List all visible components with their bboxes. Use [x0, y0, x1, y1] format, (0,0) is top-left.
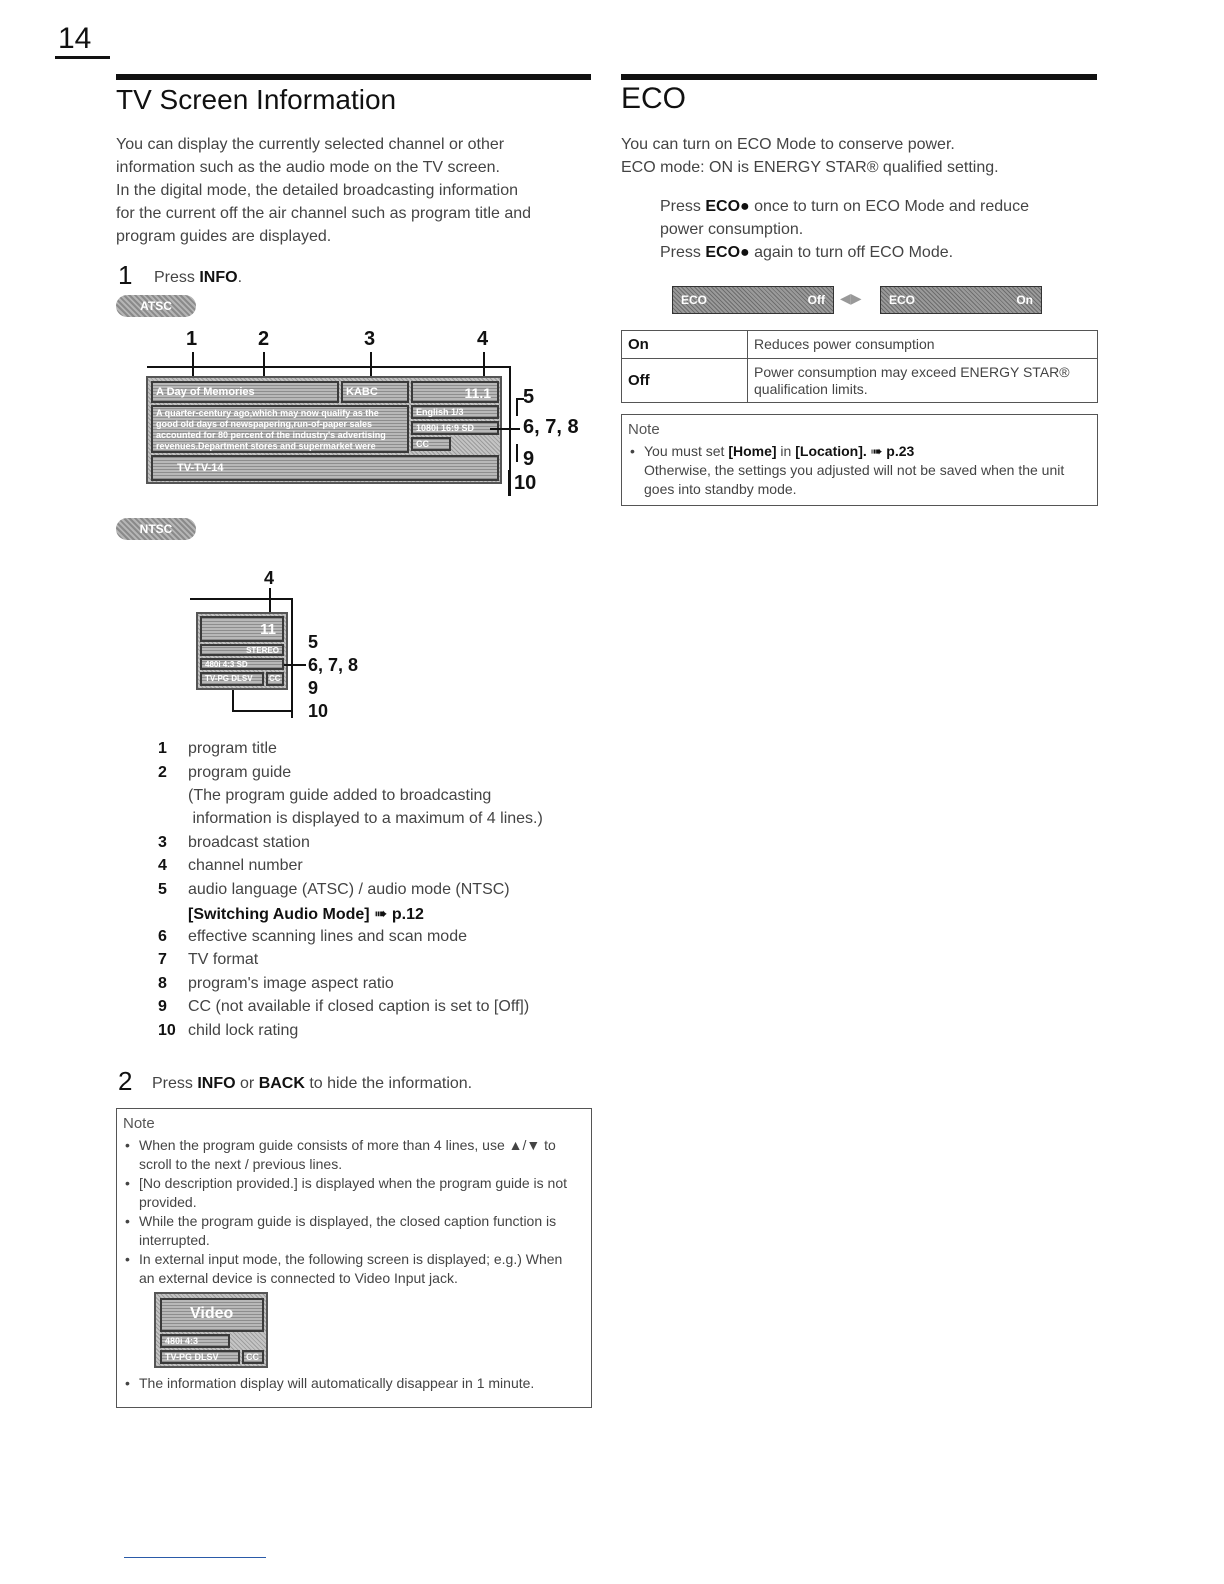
atsc-badge: ATSC [116, 295, 196, 317]
legend-item: 4 channel number [158, 857, 303, 874]
note-title: Note [628, 421, 660, 438]
ntsc-badge: NTSC [116, 518, 196, 540]
legend-item: (The program guide added to broadcasting [188, 787, 492, 804]
note-item: • You must set [Home] in [Location]. ➠ p.23 Otherwise, the settings you adjusted will not be saved when the unit goes into standby mode. [622, 442, 1085, 499]
legend-item: 6 effective scanning lines and scan mode [158, 928, 467, 945]
toggle-arrows-icon: ◀▶ [840, 290, 862, 306]
page-number: 14 [58, 22, 92, 55]
ntsc-leader-bottom [232, 710, 292, 712]
callout-9: 9 [523, 448, 535, 470]
eco-leaf-icon: ● [740, 198, 750, 215]
ntsc-leader-right [291, 598, 293, 718]
table-value: Power consumption may exceed ENERGY STAR® qualification limits. [748, 359, 1098, 403]
audio-box: English 1/3 [411, 405, 499, 419]
ntsc-leader-top [190, 598, 292, 600]
eco-intro: You can turn on ECO Mode to conserve power. ECO mode: ON is ENERGY STAR® qualified setting. [621, 136, 999, 176]
callout-1: 1 [186, 328, 198, 350]
legend-item: 2 program guide [158, 764, 292, 781]
note-item: • When the program guide consists of more than 4 lines, use ▲/▼ to scroll to the next / previous lines. [117, 1136, 579, 1174]
callout-2: 2 [258, 328, 270, 350]
callout-3: 3 [364, 328, 376, 350]
step-1-number: 1 [118, 260, 133, 290]
legend-item: 9 CC (not available if closed caption is set to [Off]) [158, 998, 530, 1015]
callout-leader-678 [490, 428, 520, 430]
video-cc-box: CC [242, 1350, 264, 1364]
legend-item: information is displayed to a maximum of 4 lines.) [188, 810, 543, 827]
ntsc-audio-box: STEREO [200, 644, 284, 656]
note-item: • [No description provided.] is displayed when the program guide is not provided. [117, 1174, 579, 1212]
legend-item: 8 program's image aspect ratio [158, 975, 394, 992]
eco-section-rule [621, 74, 1097, 80]
table-row [622, 331, 1098, 359]
page-number-underline [55, 56, 110, 59]
step-2-number: 2 [118, 1066, 133, 1096]
table-key: Off [622, 359, 748, 403]
callout-5: 5 [523, 386, 535, 408]
ntsc-callout-9: 9 [308, 678, 319, 698]
cc-box: CC [411, 437, 451, 451]
rating-box: TV-TV-14 [151, 455, 499, 481]
note-item: • While the program guide is displayed, the closed caption function is interrupted. [117, 1212, 579, 1250]
callout-leader-9 [516, 444, 518, 462]
step-2-text: Press INFO or BACK to hide the information. [152, 1075, 473, 1092]
eco-section-title: ECO [621, 82, 687, 115]
program-title-box: A Day of Memories [151, 381, 339, 403]
note-item: • The information display will automatically disappear in 1 minute. [117, 1374, 579, 1393]
legend-item: 10 child lock rating [158, 1022, 299, 1039]
footer-rule [124, 1557, 266, 1558]
tv-section-title: TV Screen Information [116, 84, 397, 115]
callout-leader-5 [516, 398, 518, 416]
eco-leaf-icon: ● [740, 244, 750, 261]
video-rating-box: TV-PG DLSV [160, 1350, 240, 1364]
eco-on-display: ECO On [880, 286, 1042, 314]
ntsc-callout-4: 4 [264, 568, 275, 588]
callout-leader-baseline [147, 366, 510, 368]
note-title: Note [123, 1115, 155, 1132]
eco-instructions: Press ECO● once to turn on ECO Mode and reduce power consumption. Press ECO● again to turn off ECO Mode. [660, 198, 1029, 261]
callout-4: 4 [477, 328, 489, 350]
video-input-screen [154, 1292, 268, 1368]
tv-intro: You can display the currently selected channel or other information such as the audio mode on the TV screen. In the digital mode, the detailed broadcasting information for the current off the air channel such as program title and program guides are displayed. [116, 136, 532, 245]
video-scan-box: 480i 4:3 [160, 1334, 230, 1348]
ntsc-cc-box: CC [266, 672, 284, 686]
video-label-box: Video [160, 1298, 264, 1332]
ntsc-scan-box: 480i 4:3 SD [200, 658, 284, 670]
legend-item: 7 TV format [158, 951, 259, 968]
eco-note-box [621, 414, 1098, 506]
legend-item: [Switching Audio Mode] ➠ p.12 [188, 906, 424, 923]
eco-off-display: ECO Off [672, 286, 834, 314]
step-1-text: Press INFO. [154, 269, 243, 286]
callout-leader-10 [508, 470, 510, 496]
tv-section-rule [116, 74, 591, 80]
station-box: KABC [341, 381, 409, 403]
tv-note-box [116, 1108, 592, 1408]
legend-item: 5 audio language (ATSC) / audio mode (NTSC) [158, 881, 510, 898]
ntsc-leader-678 [284, 664, 306, 666]
table-key: On [622, 331, 748, 359]
program-guide-box: A quarter-century ago,which may now qualify as the good old days of newspapering,run-of-paper sales accounted for 80 percent of the industry's advertising revenues.Department stores and supermarket were [151, 405, 409, 453]
ntsc-channel-box: 11 [200, 616, 284, 642]
ntsc-info-screen [196, 612, 288, 690]
table-value: Reduces power consumption [748, 331, 1098, 359]
note-item: • In external input mode, the following screen is displayed; e.g.) When an external device is connected to Video Input jack. [117, 1250, 579, 1288]
legend-item: 3 broadcast station [158, 834, 310, 851]
callout-6-7-8: 6, 7, 8 [523, 416, 579, 438]
scan-box: 1080i 16:9 SD [411, 421, 499, 435]
ntsc-callout-6-7-8: 6, 7, 8 [308, 655, 359, 675]
ntsc-callout-5: 5 [308, 632, 319, 652]
table-row [622, 359, 1098, 403]
ntsc-rating-box: TV-PG DLSV [200, 672, 264, 686]
atsc-info-screen [146, 376, 502, 484]
eco-mode-table [621, 330, 1098, 403]
ntsc-leader-bottom-left [232, 690, 234, 712]
ntsc-callout-10: 10 [308, 701, 329, 721]
callout-10: 10 [514, 472, 537, 494]
channel-box: 11.1 [411, 381, 499, 403]
legend-item: 1 program title [158, 740, 277, 757]
